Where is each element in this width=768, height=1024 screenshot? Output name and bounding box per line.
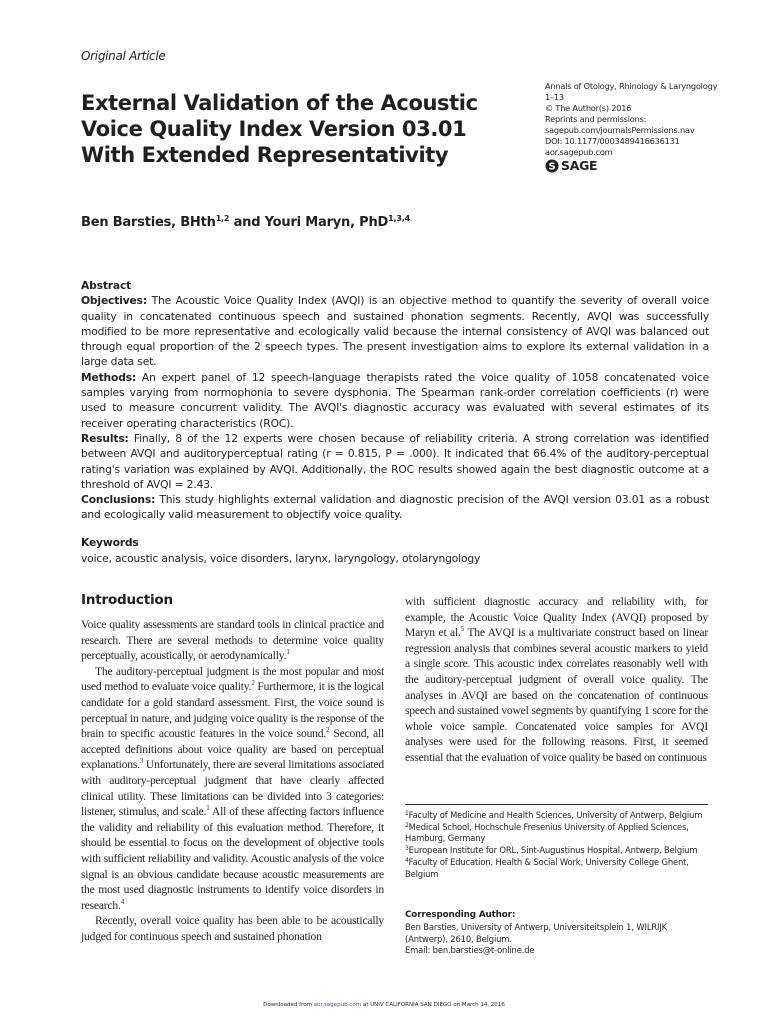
journal-info [545, 81, 717, 158]
title-line-1: External Validation of the Acoustic [81, 91, 478, 115]
footnote-item [405, 810, 708, 821]
intro-p2-text-c: Second, all accepted definitions about voice quality are based on perceptual explanations. [81, 727, 384, 772]
affiliation-footnotes [405, 810, 708, 880]
citation-ref[interactable]: 1 [286, 648, 290, 657]
citation-ref[interactable]: 5 [460, 625, 465, 634]
footnote-divider [405, 804, 708, 805]
footnote-text: Faculty of Medicine and Health Sciences, University of Antwerp, Belgium [408, 810, 703, 820]
author-line [81, 214, 410, 230]
results-label: Results: [81, 431, 129, 445]
copyright: © The Author(s) 2016 [545, 103, 632, 113]
methods-label: Methods: [81, 370, 137, 384]
footnote-item [405, 822, 708, 845]
methods-text: An expert panel of 12 speech-language therapists rated the voice quality of 1058 concatenated voice samples varying from normophonia to severe dysphonia. The Spearman rank-order correlation coefficients (r) were used to measure concurrent validity. The AVQI's diagnostic accuracy was evaluated with several estimates of its receiver operating characteristics (ROC). [81, 370, 709, 430]
intro-p2-text-a: The auditory-perceptual judgment is the most popular and most used method to evaluate voice quality. [81, 664, 384, 694]
download-prefix: Downloaded from [263, 1002, 314, 1008]
author-1: Ben Barsties, BHth [81, 215, 216, 230]
footnote-number: 3 [405, 845, 409, 853]
keywords-list: voice, acoustic analysis, voice disorders, larynx, laryngology, otolaryngology [81, 552, 481, 565]
download-link[interactable]: aor.sagepub.com [313, 1002, 362, 1008]
intro-paragraph-right [405, 594, 708, 766]
conclusions-label: Conclusions: [81, 493, 156, 507]
journal-name: Annals of Otology, Rhinology & Laryngology [545, 81, 718, 91]
sage-logo [545, 158, 597, 173]
permissions-link[interactable]: sagepub.com/journalsPermissions.nav [545, 125, 695, 135]
introduction-heading: Introduction [81, 592, 173, 608]
body-column-right [405, 594, 708, 766]
abstract-methods [81, 370, 709, 431]
keywords-heading: Keywords [81, 536, 139, 549]
article-type-label: Original Article [81, 49, 166, 63]
abstract-heading: Abstract [81, 279, 132, 292]
citation-ref[interactable]: 2 [326, 726, 330, 735]
objectives-text: The Acoustic Voice Quality Index (AVQI) is an objective method to quantify the severity of overall voice quality in concatenated continuous speech and sustained phonation segments. Recently, AVQI was successfully modified to be more representative and ecologically valid because the internal consistency of AVQI was balanced out through equal proportion of the 2 speech types. The present investigation aims to explore its external validation in a large data set. [81, 294, 709, 369]
svg-text:S: S [548, 161, 556, 173]
footnote-number: 4 [405, 857, 409, 865]
article-title [81, 90, 511, 168]
intro-right-text-a: with sufficient diagnostic accuracy and reliability with, for example, the Acoustic Voice Quality Index (AVQI) proposed by Maryn et al. [405, 595, 708, 640]
journal-url[interactable]: aor.sagepub.com [545, 147, 613, 157]
citation-ref[interactable]: 1 [206, 804, 210, 813]
author-2: Youri Maryn, PhD [264, 215, 389, 230]
abstract-results [81, 431, 709, 492]
footnote-text: Medical School, Hochschule Fresenius University of Applied Sciences, Hamburg, Germany [405, 821, 689, 844]
intro-p2-text-b: Furthermore, it is the logical candidate for a gold standard assessment. First, the voice sound is perceptual in nature, and judging voice quality is the response of the brain to specific acoustic features in the voice sound. [81, 680, 385, 741]
intro-p2-text-d: Unfortunately, there are several limitations associated with auditory-perceptual judgment that have clearly affected clinical utility. These limitations can be divided into 3 categories: listener, stimulus, and scale. [81, 758, 384, 819]
intro-paragraph-3: Recently, overall voice quality has been able to be acoustically judged for continuous speech and sustained phonation [81, 914, 384, 943]
body-column-left [81, 617, 384, 944]
keywords-section [81, 535, 709, 567]
author-joiner: and [229, 215, 265, 230]
citation-ref[interactable]: 2 [251, 679, 255, 688]
footnote-text: European Institute for ORL, Sint-Augustinus Hospital, Antwerp, Belgium [408, 845, 698, 856]
objectives-label: Objectives: [81, 294, 147, 308]
footnote-item [405, 845, 708, 856]
title-line-2: Voice Quality Index Version 03.01 [81, 117, 467, 141]
doi[interactable]: DOI: 10.1177/0003489416636131 [545, 136, 680, 146]
intro-paragraph-2 [81, 664, 384, 914]
corresponding-author [405, 910, 708, 957]
page-range: 1–13 [545, 92, 564, 102]
corresponding-address: Ben Barsties, University of Antwerp, Universiteitsplein 1, WILRIJK (Antwerp), 2610, Belgium. [405, 921, 667, 944]
author-2-affiliations: 1,3,4 [388, 214, 410, 223]
intro-p2-text-e: All of these affecting factors influence the validity and reliability of this evaluation method. Therefore, it should be essential to focus on the development of objective tools with sufficient reliability and validity. Acoustic analysis of the voice signal is an obvious candidate because acoustic measurements are the most used diagnostic instruments to identify voice disorders in research. [81, 805, 384, 912]
corresponding-email[interactable]: Email: ben.barsties@t-online.de [405, 945, 535, 956]
results-text: Finally, 8 of the 12 experts were chosen because of reliability criteria. A strong correlation was identified between AVQI and auditoryperceptual rating (r = 0.815, P = .000). It indicated that 66.4% of the auditory-perceptual rating's variation was explained by AVQI. Additionally, the ROC results showed again the best diagnostic outcome at a threshold of AVQI = 2.43. [81, 431, 709, 491]
sage-logo-icon [545, 159, 559, 173]
footnote-item [405, 857, 708, 880]
abstract-conclusions [81, 492, 709, 523]
download-footer [0, 1002, 768, 1008]
intro-p1-text: Voice quality assessments are standard tools in clinical practice and research. There are several methods to determine voice quality perceptually, acoustically, or aerodynamically. [81, 618, 384, 663]
corresponding-heading: Corresponding Author: [405, 910, 516, 920]
footnote-number: 1 [405, 810, 409, 817]
intro-right-text-b: The AVQI is a multivariate construct based on linear regression analysis that combines several acoustic markers to yield a single score. This acoustic index correlates reasonably well with the auditory-perceptual judgment of overall voice quality. The analyses in AVQI are based on the concatenation of continuous speech and sustained vowel segments by quantifying 1 score for the whole voice sample. Concatenated voice samples for AVQI analyses were used for the following reasons. First, it seemed essential that the evaluation of voice quality be based on continuous [405, 626, 708, 764]
reprints-label: Reprints and permissions: [545, 114, 647, 124]
conclusions-text: This study highlights external validation and diagnostic precision of the AVQI version 03.01 as a robust and ecologically valid measurement to objectify voice quality. [81, 493, 709, 522]
footnote-text: Faculty of Education, Health & Social Work, University College Ghent, Belgium [405, 857, 689, 879]
author-1-affiliations: 1,2 [215, 214, 230, 223]
intro-paragraph-1 [81, 617, 384, 664]
abstract-section [81, 278, 709, 523]
citation-ref[interactable]: 3 [139, 757, 144, 766]
title-line-3: With Extended Representativity [81, 143, 449, 167]
footnote-number: 2 [405, 821, 409, 829]
sage-logo-text: SAGE [561, 158, 598, 173]
citation-ref[interactable]: 4 [120, 897, 125, 906]
download-suffix: at UNIV CALIFORNIA SAN DIEGO on March 14, 2016 [361, 1002, 505, 1008]
abstract-objectives [81, 293, 709, 369]
